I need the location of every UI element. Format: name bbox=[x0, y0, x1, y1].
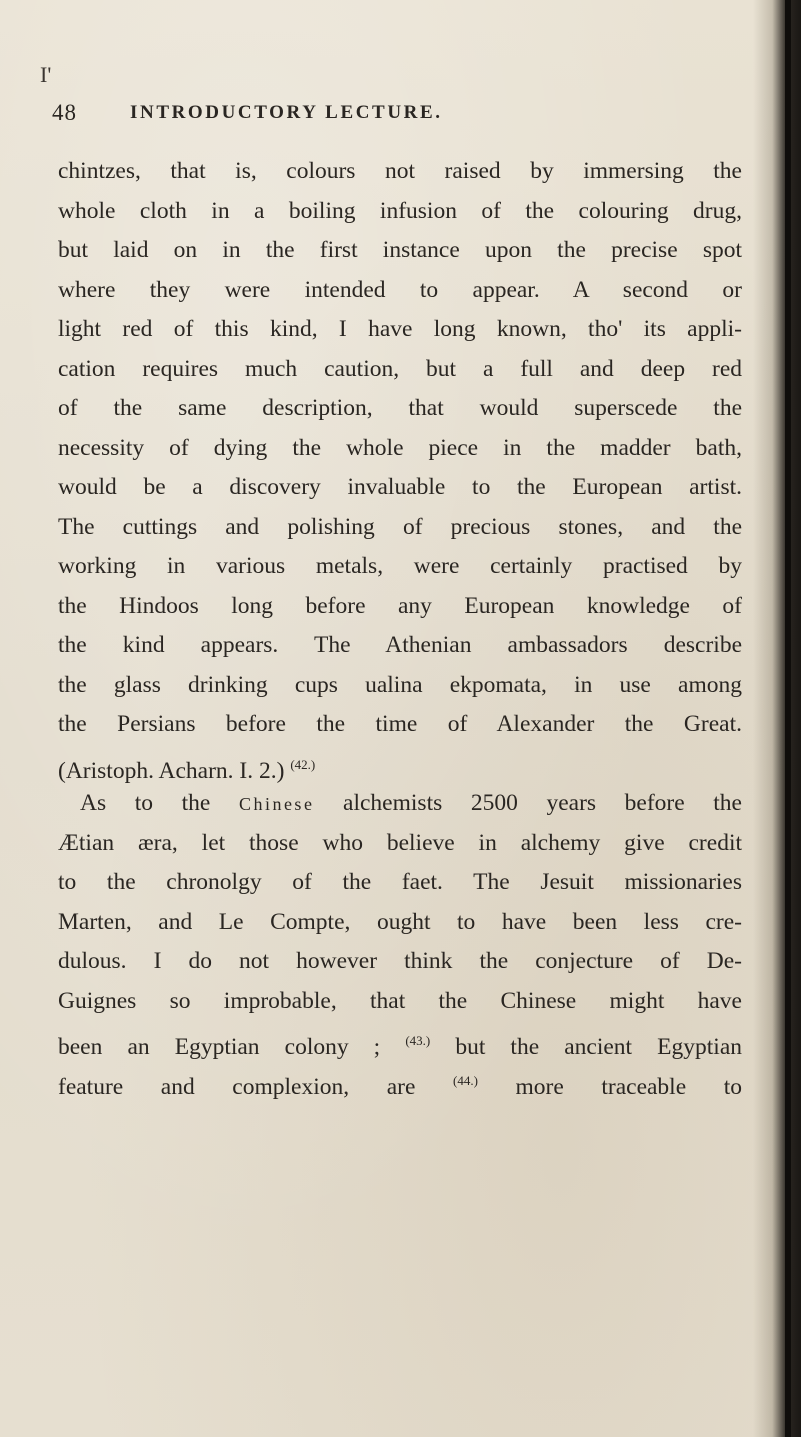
text-line: As to the Chinese alchemists 2500 years before the bbox=[80, 790, 742, 816]
page-header bbox=[52, 100, 752, 140]
text-line: the kind appears. The Athenian ambassadors describe bbox=[58, 632, 742, 658]
text-line: The cuttings and polishing of precious stones, and the bbox=[58, 513, 742, 540]
text-line: dulous. I do not however think the conjecture of De- bbox=[58, 948, 742, 974]
text-line: cation requires much caution, but a full and deep red bbox=[58, 355, 742, 382]
page-number: 48 bbox=[52, 100, 77, 125]
text-line: the glass drinking cups ualina ekpomata, in use among bbox=[58, 671, 742, 698]
text-line: of the same description, that would superscede the bbox=[58, 395, 742, 421]
footnote-ref-42[interactable]: (42.) bbox=[290, 756, 316, 772]
text-line-citation: (Aristoph. Acharn. I. 2.) $^{(42.)}$ bbox=[58, 756, 316, 784]
text-line: but laid on in the first instance upon the precise spot bbox=[58, 237, 742, 263]
text-line: working in various metals, were certainly practised by bbox=[58, 553, 742, 579]
text-line: necessity of dying the whole piece in the madder bath, bbox=[58, 434, 742, 461]
text-line: would be a discovery invaluable to the European artist. bbox=[58, 474, 742, 500]
text-line: the Persians before the time of Alexander the Great. bbox=[58, 711, 742, 737]
binding-edge bbox=[785, 0, 791, 1437]
footnote-ref-43[interactable]: (43.) bbox=[405, 1033, 431, 1048]
text-line: been an Egyptian colony ; $^{(43.)}$ but the ancient Egyptian bbox=[58, 1033, 743, 1060]
text-line: the Hindoos long before any European knowledge of bbox=[58, 592, 742, 619]
text-line: Guignes so improbable, that the Chinese might have bbox=[58, 987, 742, 1014]
margin-mark: I' bbox=[40, 62, 52, 87]
text-line: Marten, and Le Compte, ought to have been less cre- bbox=[58, 908, 742, 935]
running-head: INTRODUCTORY LECTURE. bbox=[130, 102, 443, 123]
footnote-ref-44[interactable]: (44.) bbox=[452, 1072, 478, 1088]
text-line: feature and complexion, are $^{(44.)}$ more traceable to bbox=[58, 1072, 742, 1100]
text-line: where they were intended to appear. A second or bbox=[58, 276, 742, 303]
text-line: Ætian æra, let those who believe in alchemy give credit bbox=[58, 829, 742, 856]
text-line: chintzes, that is, colours not raised by immersing the bbox=[58, 158, 742, 184]
book-gutter bbox=[753, 0, 801, 1437]
text-line: light red of this kind, I have long known, tho' its appli- bbox=[58, 316, 742, 342]
body-text bbox=[58, 152, 742, 1100]
text-line: whole cloth in a boiling infusion of the colouring drug, bbox=[58, 197, 742, 224]
small-caps-word: Chinese bbox=[238, 794, 315, 814]
text-line: to the chronolgy of the faet. The Jesuit missionaries bbox=[58, 869, 742, 895]
